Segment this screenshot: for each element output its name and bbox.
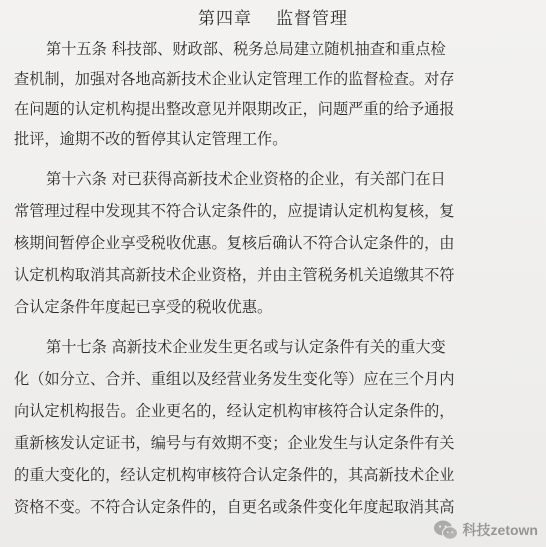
text-line: 认定机构取消其高新技术企业资格，并由主管税务机关追缴其不符 (14, 266, 455, 284)
text-line: 第十七条 高新技术企业发生更名或与认定条件有关的重大变 (46, 338, 446, 356)
chapter-heading (0, 4, 546, 29)
text-line: 查机制，加强对各地高新技术企业认定管理工作的监督检查。对存 (14, 70, 455, 88)
text-line: 在问题的认定机构提出整改意见并限期改正，问题严重的给予通报 (14, 100, 455, 118)
chapter-number: 第四章 (198, 9, 252, 29)
wechat-icon (433, 519, 459, 541)
watermark-text: 科技zetown (462, 522, 538, 538)
text-line: 核期间暂停企业享受税收优惠。复核后确认不符合认定条件的，由 (14, 234, 455, 252)
text-line: 批评，逾期不改的暂停其认定管理工作。 (14, 130, 288, 148)
text-line: 的重大变化的，经认定机构审核符合认定条件的，其高新技术企业 (14, 466, 455, 484)
text-line: 合认定条件年度起已享受的税收优惠。 (14, 298, 273, 316)
watermark (433, 517, 538, 543)
text-line: 资格不变。不符合认定条件的，自更名或条件变化年度起取消其高 (14, 498, 455, 516)
text-line: 重新核发认定证书，编号与有效期不变；企业发生与认定条件有关 (14, 434, 455, 452)
text-line: 第十六条 对已获得高新技术企业资格的企业，有关部门在日 (46, 170, 446, 188)
text-line: 化（如分立、合并、重组以及经营业务发生变化等）应在三个月内 (14, 370, 455, 388)
chapter-title: 监督管理 (276, 9, 348, 29)
text-line: 第十五条 科技部、财政部、税务总局建立随机抽查和重点检 (46, 40, 446, 58)
text-line: 向认定机构报告。企业更名的，经认定机构审核符合认定条件的， (14, 402, 455, 420)
text-line: 常管理过程中发现其不符合认定条件的，应提请认定机构复核，复 (14, 202, 455, 220)
